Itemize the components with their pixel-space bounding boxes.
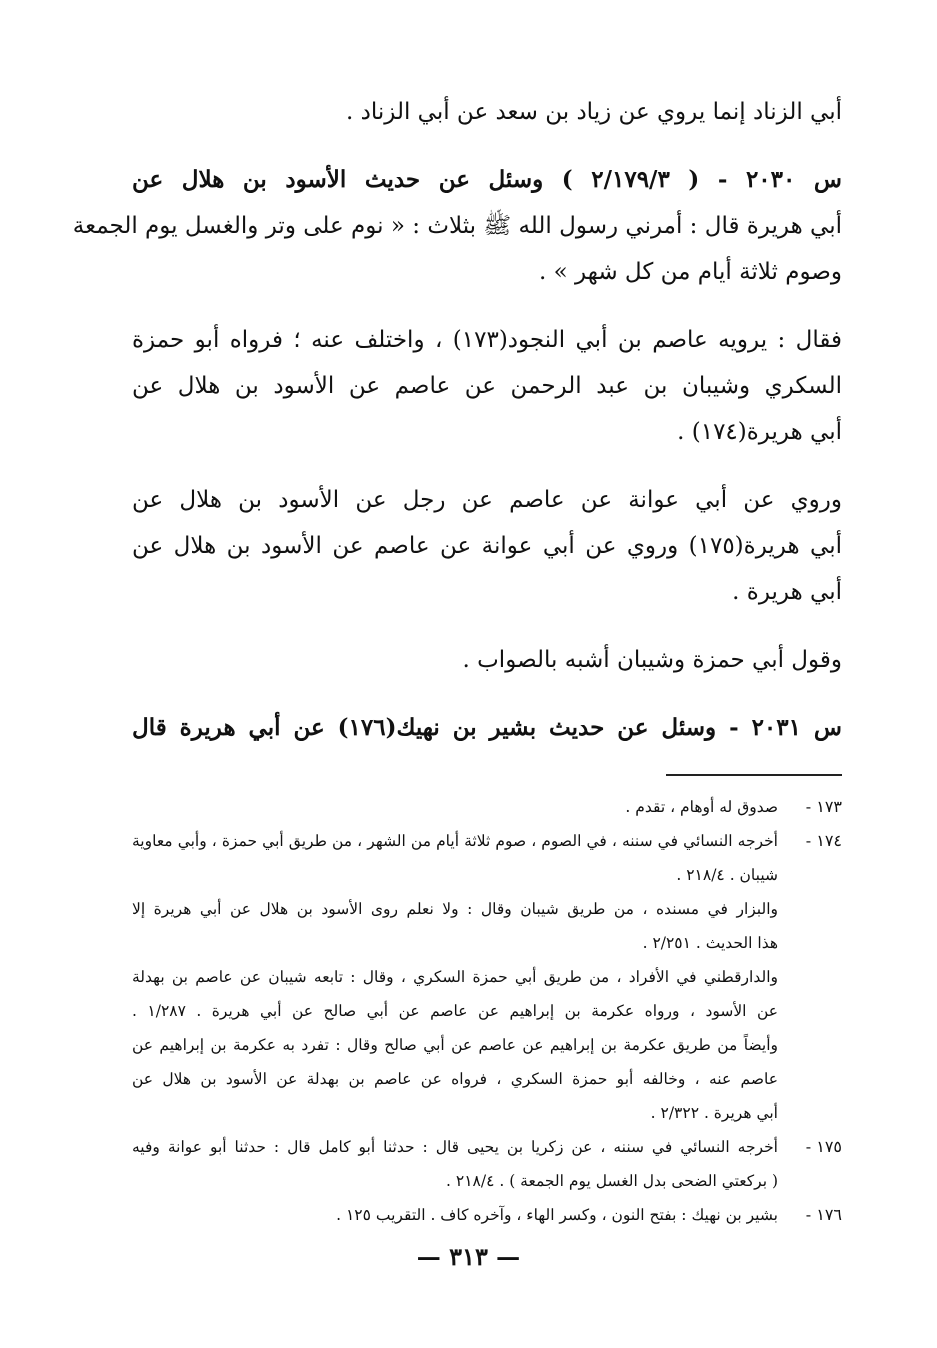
text-line: فقال : يرويه عاصم بن أبي النجود(١٧٣) ، واختلف عنه ؛ فرواه أبو حمزة	[132, 327, 842, 353]
footnote-number: ١٧٦ -	[805, 1205, 842, 1224]
footnote-line: عاصم عنه ، وخالفه أبو حمزة السكري ، فرواه عن عاصم بن بهدلة عن الأسود بن هلال عن	[132, 1070, 778, 1088]
text-line: س ٢٠٣٠ - ( ٢/١٧٩/٣ ) وسئل عن حديث الأسود بن هلال عن	[132, 166, 842, 193]
text-line: أبي هريرة(١٧٥) وروي عن أبي عوانة عن عاصم عن الأسود بن هلال عن	[132, 533, 842, 559]
question-2031	[132, 708, 842, 754]
text-line: وصوم ثلاثة أيام من كل شهر » .	[539, 259, 842, 285]
footnote-text	[132, 1130, 778, 1198]
main-text	[72, 92, 843, 776]
footnote-text	[132, 790, 778, 824]
footnote-line: وأيضاً من طريق عكرمة بن إبراهيم عن عاصم عن أبي صالح وقال : تفرد به عكرمة بن إبراهيم عن	[132, 1036, 778, 1054]
footnotes	[132, 790, 842, 1232]
page-number: — ٣١٣ —	[416, 1242, 521, 1271]
footnote-line: ( بركعتي الضحى بدل الغسل يوم الجمعة ) . ٢١٨/٤ .	[446, 1172, 778, 1190]
footnote-line: أخرجه النسائي في سننه ، عن زكريا بن يحيى قال : حدثنا أبو كامل قال : حدثنا أبو عوانة وفيه	[132, 1138, 778, 1156]
footnote-number: ١٧٤ -	[805, 831, 842, 850]
footnote-number: ١٧٣ -	[805, 797, 842, 816]
footnote-176	[132, 1198, 842, 1232]
conclusion-paragraph	[132, 640, 842, 686]
footnote-line: بشير بن نهيك : بفتح النون ، وكسر الهاء ، وآخره كاف . التقريب ١٢٥ .	[336, 1206, 778, 1224]
footnote-number: ١٧٥ -	[805, 1137, 842, 1156]
footnote-175	[132, 1130, 842, 1198]
text-line: وروي عن أبي عوانة عن عاصم عن رجل عن الأسود بن هلال عن	[132, 487, 842, 513]
footnote-separator	[666, 774, 842, 776]
footnote-line: صدوق له أوهام ، تقدم .	[625, 798, 778, 816]
footnote-line: والبزار في مسنده ، من طريق شيبان وقال : ولا نعلم روى الأسود بن هلال عن أبي هريرة إلا	[132, 900, 778, 918]
footnote-174	[132, 824, 842, 1130]
narration-paragraph	[132, 480, 842, 618]
footnote-text	[132, 1198, 778, 1232]
answer-paragraph	[132, 320, 842, 458]
footnote-line: عن الأسود ، ورواه عكرمة بن إبراهيم عن عاصم عن أبي صالح عن أبي هريرة . ١/٢٨٧ .	[132, 1002, 778, 1020]
footnote-line: والدارقطني في الأفراد ، من طريق أبي حمزة السكري ، وقال : تابعه شيبان عن عاصم بن بهدلة	[132, 968, 778, 986]
footnote-line: شيبان . ٢١٨/٤ .	[676, 866, 778, 884]
text-line: أبي الزناد إنما يروي عن زياد بن سعد عن أبي الزناد .	[345, 99, 842, 125]
text-line: السكري وشيبان بن عبد الرحمن عن عاصم عن الأسود بن هلال عن	[132, 373, 842, 399]
text-line: وقول أبي حمزة وشيبان أشبه بالصواب .	[462, 647, 842, 673]
text-line: أبي هريرة قال : أمرني رسول الله ﷺ بثلاث : « نوم على وتر والغسل يوم الجمعة	[72, 213, 842, 239]
text-line: أبي هريرة(١٧٤) .	[677, 419, 842, 445]
question-2030	[72, 160, 842, 298]
footnote-line: أبي هريرة . ٢/٣٢٢ .	[650, 1104, 778, 1122]
footnote-line: هذا الحديث . ٢/٢٥١ .	[642, 934, 778, 952]
text-line: أبي هريرة .	[732, 579, 842, 605]
paragraph-continuation	[132, 92, 842, 138]
footnote-173	[132, 790, 842, 824]
footnote-text	[132, 824, 778, 1130]
text-line: س ٢٠٣١ - وسئل عن حديث بشير بن نهيك(١٧٦) عن أبي هريرة قال	[132, 714, 843, 741]
footnote-line: أخرجه النسائي في سننه ، في الصوم ، صوم ثلاثة أيام من الشهر ، من طريق أبي حمزة ، وأبي معاوية	[132, 832, 778, 850]
